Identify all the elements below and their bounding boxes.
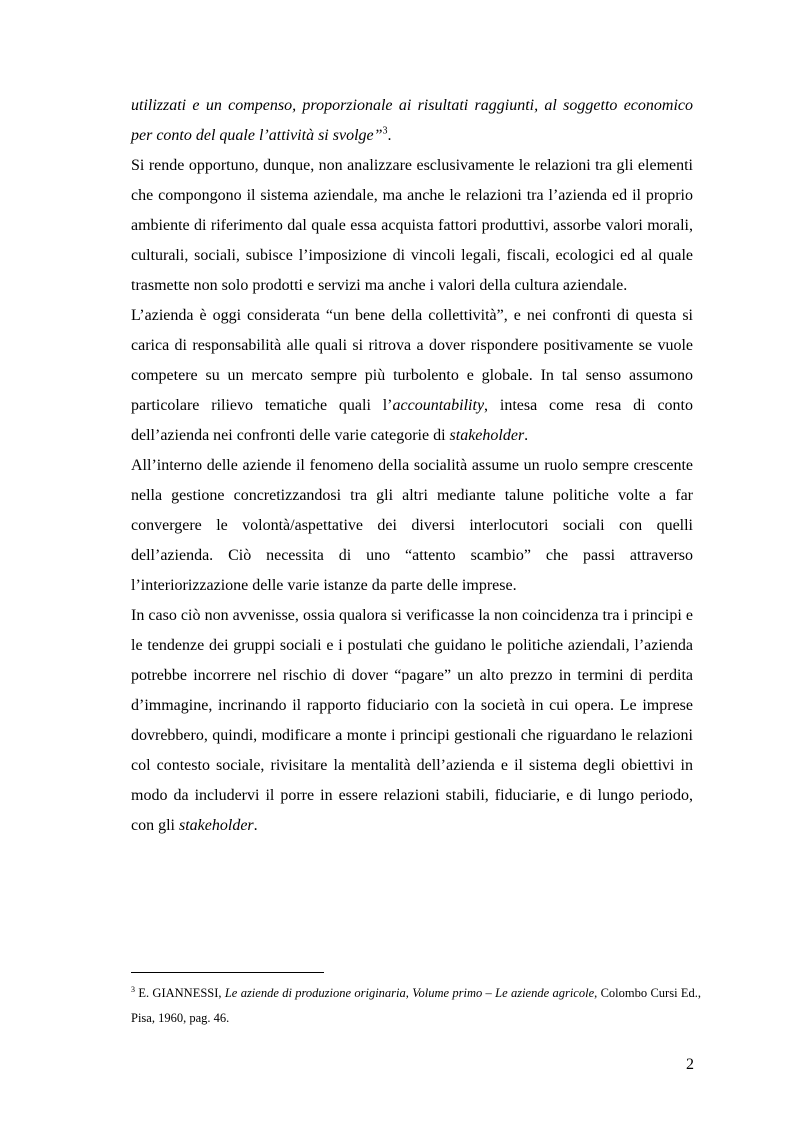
- paragraph-3: L’azienda è oggi considerata “un bene della collettività”, e nei confronti di questa si carica di responsabilità alle quali si ritrova a dover rispondere positivamente se vuole competere su un mercato sempre più turbolento e globale. In tal senso assumono particolare rilievo tematiche quali l’accountability, intesa come resa di conto dell’azienda nei confronti delle varie categorie di stakeholder.: [131, 307, 694, 444]
- paragraph-quote-end: utilizzati e un compenso, proporzionale ai risultati raggiunti, al soggetto economico per conto del quale l’attività si svolge”$^3$.: [131, 97, 693, 144]
- paragraph-2: Si rende opportuno, dunque, non analizzare esclusivamente le relazioni tra gli elementi che compongono il sistema aziendale, ma anche le relazioni tra l’azienda ed il proprio ambiente di riferimento dal quale essa acquista fattori produttivi, assorbe valori morali, culturali, sociali, subisce l’imposizione di vincoli legali, fiscali, ecologici ed al quale trasmette non solo prodotti e servizi ma anche i valori della cultura aziendale.: [131, 157, 693, 294]
- body-text: [131, 91, 693, 841]
- paragraph-5: In caso ciò non avvenisse, ossia qualora si verificasse la non coincidenza tra i principi e le tendenze dei gruppi sociali e i postulati che guidano le politiche aziendali, l’azienda potrebbe incorrere nel rischio di dover “pagare” un alto prezzo in termini di perdita d’immagine, incrinando il rapporto fiduciario con la società in cui opera. Le imprese dovrebbero, quindi, modificare a monte i principi gestionali che riguardano le relazioni col contesto sociale, rivisitare la mentalità dell’azienda e il sistema degli obiettivi in modo da includervi il porre in essere relazioni stabili, fiduciarie, e di lungo periodo, con gli stakeholder.: [131, 607, 693, 834]
- footnote-separator: [131, 972, 324, 973]
- footnote-ref: 3: [382, 125, 388, 137]
- term-stakeholder: stakeholder: [179, 817, 254, 834]
- term-accountability: accountability: [392, 397, 485, 414]
- footnote-number: 3: [131, 984, 135, 994]
- footnote-title: Le aziende di produzione originaria, Volume primo – Le aziende agricole: [224, 986, 595, 1000]
- quote-text: utilizzati e un compenso, proporzionale ai risultati raggiunti, al soggetto economico per conto del quale l’attività si svolge”$^3$: [131, 97, 693, 144]
- page-number: 2: [686, 1056, 694, 1073]
- footnote: $^3$ E. GIANNESSI, Le aziende di produzione originaria, Volume primo – Le aziende agricole, Colombo Cursi Ed., Pisa, 1960, pag. 46.: [131, 984, 702, 1025]
- paragraph-4: All’interno delle aziende il fenomeno della socialità assume un ruolo sempre crescente nella gestione concretizzandosi tra gli altri mediante talune politiche volte a far convergere le volontà/aspettative dei diversi interlocutori sociali con quelli dell’azienda. Ciò necessita di uno “attento scambio” che passi attraverso l’interiorizzazione delle varie istanze da parte delle imprese.: [131, 457, 693, 594]
- term-stakeholder: stakeholder: [449, 427, 525, 444]
